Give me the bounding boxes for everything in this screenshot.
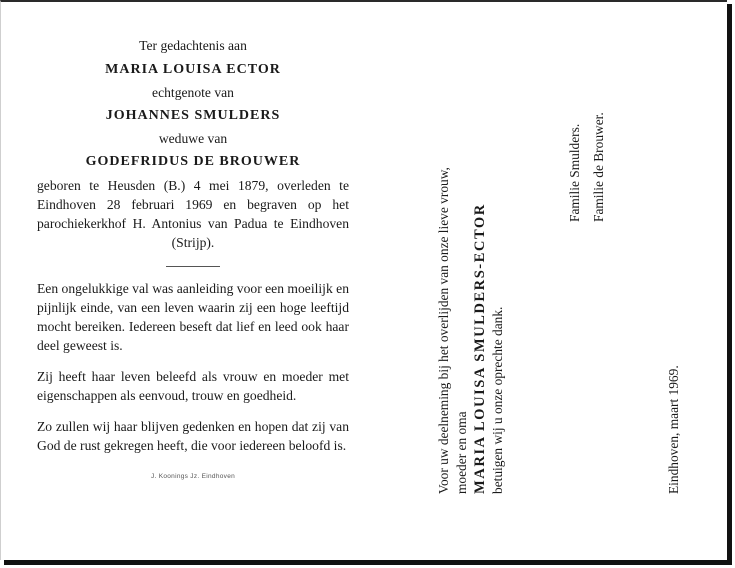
paragraph-1: Een ongelukkige val was aanleiding voor een moeilijk en pijnlijk einde, van een leven waarin zij een hoge leeftijd mocht bereiken. Iedereen beseft dat lief en leed ook haar deel geweest is. <box>37 281 349 353</box>
late-husband-name: GODEFRIDUS DE BROUWER <box>85 154 301 169</box>
heading: Ter gedachtenis aan <box>139 38 247 53</box>
paragraph-2: Zij heeft haar leven beleefd als vrouw en moeder met eigenschappen als eenvoud, trouw en goedheid. <box>37 369 349 403</box>
thanks-block <box>435 68 507 494</box>
family-de-brouwer: Familie de Brouwer. <box>591 112 606 222</box>
widow-label: weduwe van <box>158 131 228 146</box>
thanks-line-2: moeder en oma <box>454 411 469 494</box>
spouse-label: echtgenote van <box>152 85 234 100</box>
thanks-deceased-name: MARIA LOUISA SMULDERS-ECTOR <box>472 203 488 494</box>
printer-credit: J. Koonings Jz. Eindhoven <box>150 473 236 480</box>
divider <box>166 266 220 267</box>
thanks-line-3: betuigen wij u onze oprechte dank. <box>490 306 505 494</box>
deceased-name: MARIA LOUISA ECTOR <box>105 62 281 77</box>
card-shadow-bottom <box>4 560 732 565</box>
place-date: Eindhoven, maart 1969. <box>666 365 681 494</box>
card-shadow-right <box>727 4 732 563</box>
thanks-line-1: Voor uw deelneming bij het overlijden van onze lieve vrouw, <box>436 167 451 494</box>
biography: geboren te Heusden (B.) 4 mei 1879, overleden te Eindhoven 28 februari 1969 en begraven op het parochiekerkhof H. Antonius van Padua te Eindhoven (Strijp). <box>37 178 349 250</box>
memorial-left-page <box>37 36 349 486</box>
spouse-name: JOHANNES SMULDERS <box>105 108 281 123</box>
paragraph-3: Zo zullen wij haar blijven gedenken en hopen dat zij van God de rust gekregen heeft, die voor iedereen beloofd is. <box>37 419 349 453</box>
family-signatures <box>563 72 611 222</box>
family-smulders: Familie Smulders. <box>567 123 582 222</box>
